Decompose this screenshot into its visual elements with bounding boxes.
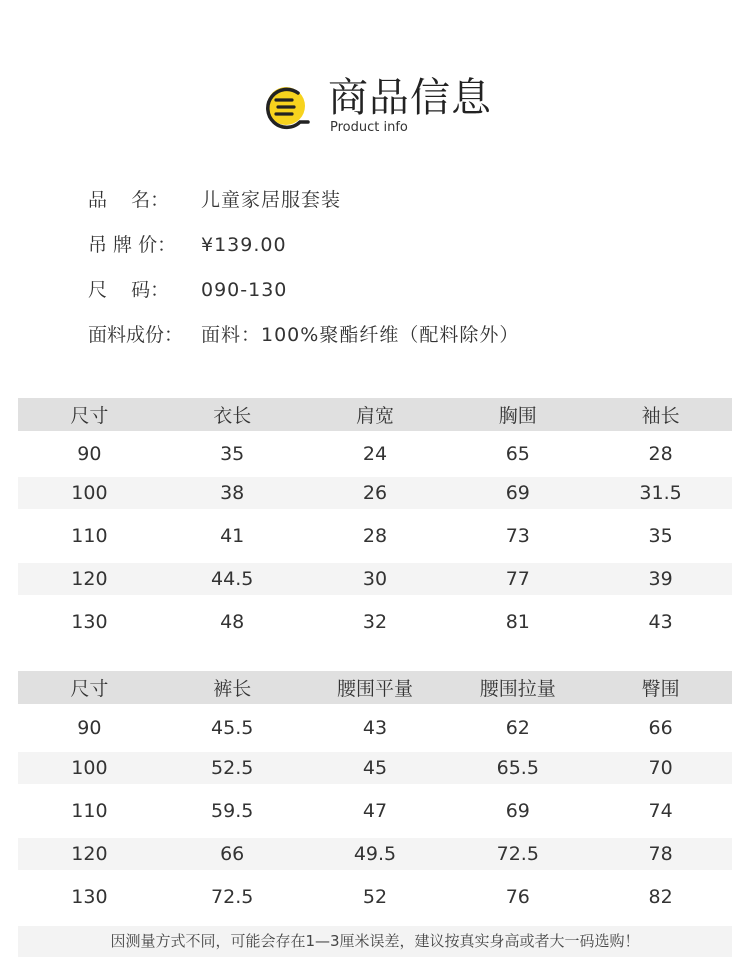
table-cell: 120: [71, 568, 108, 590]
table-cell: 41: [220, 525, 245, 547]
info-value: 儿童家居服套装: [201, 189, 342, 211]
table-cell: 47: [362, 800, 388, 822]
info-value: 090-130: [201, 279, 288, 301]
table-cell: 130: [71, 611, 108, 633]
table-cell: 43: [648, 611, 673, 633]
table-row: [18, 704, 732, 752]
table-cell: 76: [505, 886, 530, 908]
section-title: [262, 76, 502, 140]
table-cell: 65.5: [496, 757, 539, 779]
table-row: [18, 838, 732, 870]
table-cell: 44.5: [211, 568, 254, 590]
table-cell: 66: [220, 843, 245, 865]
size-table-top: [18, 398, 732, 649]
table-cell: 28: [648, 443, 673, 465]
table-cell: 38: [220, 482, 245, 504]
measurement-note: 因测量方式不同，可能会存在1—3厘米误差，建议按真实身高或者大一码选购！: [18, 926, 732, 957]
table-header-cell: 衣长: [213, 405, 252, 427]
table-header-cell: 腰围平量: [336, 678, 413, 700]
table-row: [18, 477, 732, 509]
table-cell: 35: [648, 525, 673, 547]
table-cell: 49.5: [353, 843, 397, 865]
table-header-cell: 胸围: [498, 405, 537, 427]
table-cell: 70: [648, 757, 673, 779]
table-cell: 52: [362, 886, 388, 908]
table-cell: 45: [362, 757, 388, 779]
table-header-cell: 袖长: [641, 405, 680, 427]
page-subtitle: Product info: [330, 120, 408, 135]
table-cell: 65: [505, 443, 530, 465]
table-cell: 45.5: [211, 717, 254, 739]
info-row-size: [88, 276, 728, 321]
info-value: ¥139.00: [201, 234, 287, 256]
info-label: 吊 牌 价：: [88, 234, 177, 256]
info-label: 品 名：: [88, 189, 170, 211]
table-cell: 69: [505, 482, 530, 504]
table-header: [18, 398, 732, 431]
table-header-cell: 尺寸: [70, 678, 109, 700]
table-cell: 31.5: [639, 482, 682, 504]
table-cell: 30: [362, 568, 388, 590]
table-row: [18, 595, 732, 649]
table-cell: 43: [362, 717, 388, 739]
table-header-cell: 腰围拉量: [479, 678, 556, 700]
table-cell: 32: [362, 611, 388, 633]
table-row: [18, 784, 732, 838]
table-header-cell: 臀围: [641, 678, 680, 700]
info-label: 面料成份：: [88, 324, 184, 346]
table-cell: 90: [77, 717, 102, 739]
table-cell: 72.5: [496, 843, 539, 865]
document-lines-icon: [262, 84, 312, 130]
table-cell: 81: [505, 611, 530, 633]
table-cell: 39: [648, 568, 673, 590]
table-cell: 52.5: [211, 757, 254, 779]
size-table-pants: [18, 671, 732, 924]
table-cell: 66: [648, 717, 673, 739]
table-cell: 24: [362, 443, 388, 465]
table-cell: 90: [77, 443, 102, 465]
table-cell: 73: [505, 525, 530, 547]
table-header-cell: 裤长: [213, 678, 252, 700]
page-title: 商品信息: [328, 75, 492, 121]
table-cell: 59.5: [211, 800, 254, 822]
table-cell: 110: [71, 525, 108, 547]
table-cell: 48: [220, 611, 245, 633]
table-cell: 72.5: [211, 886, 254, 908]
table-cell: 28: [362, 525, 388, 547]
info-row-fabric: [88, 321, 728, 366]
table-cell: 110: [71, 800, 108, 822]
table-cell: 77: [505, 568, 530, 590]
table-cell: 100: [71, 757, 108, 779]
table-cell: 74: [648, 800, 673, 822]
info-row-price: [88, 231, 728, 276]
info-label: 尺 码：: [88, 279, 170, 301]
table-cell: 130: [71, 886, 108, 908]
table-row: [18, 431, 732, 477]
table-cell: 69: [505, 800, 530, 822]
table-cell: 82: [648, 886, 673, 908]
table-header-cell: 尺寸: [70, 405, 109, 427]
table-header-cell: 肩宽: [355, 405, 394, 427]
info-value: 面料：100%聚酯纤维（配料除外）: [201, 324, 520, 346]
table-row: [18, 752, 732, 784]
table-row: [18, 509, 732, 563]
table-cell: 78: [648, 843, 673, 865]
table-cell: 26: [362, 482, 388, 504]
table-cell: 62: [505, 717, 530, 739]
table-cell: 100: [71, 482, 108, 504]
info-row-name: [88, 186, 728, 231]
table-cell: 120: [71, 843, 108, 865]
table-cell: 35: [220, 443, 245, 465]
table-header: [18, 671, 732, 704]
table-row: [18, 870, 732, 924]
table-row: [18, 563, 732, 595]
product-info-list: [88, 186, 728, 366]
